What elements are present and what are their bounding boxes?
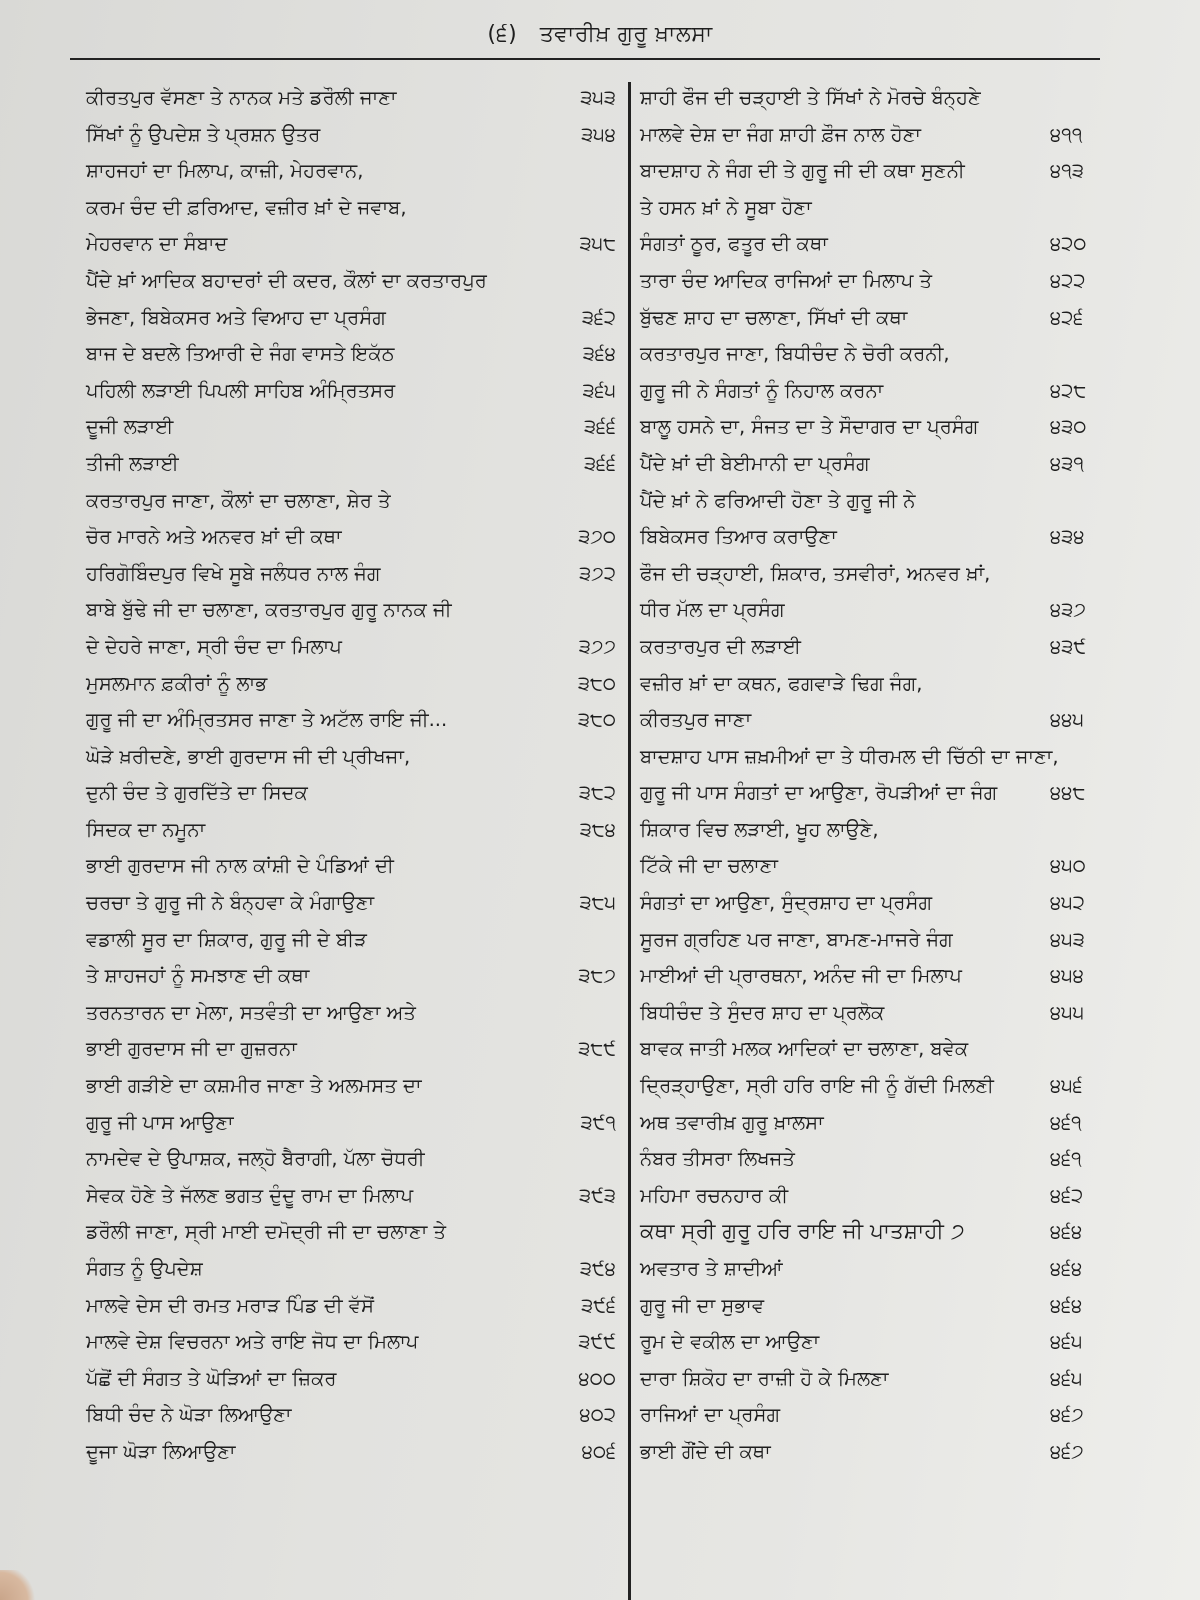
toc-entry-page: ੩੮੦ [577, 671, 616, 695]
toc-entry [640, 483, 1180, 520]
toc-entry [86, 739, 616, 776]
toc-entry-title: ਮਾਈਆਂ ਦੀ ਪ੍ਰਾਰਥਨਾ, ਅਨੰਦ ਜੀ ਦਾ ਮਿਲਾਪ [640, 964, 962, 988]
header-page-number: (੬) [487, 22, 518, 47]
toc-entry-title: ਪਹਿਲੀ ਲੜਾਈ ਪਿਪਲੀ ਸਾਹਿਬ ਅੰਮ੍ਰਿਤਸਰ [86, 378, 396, 402]
toc-entry-title: ਸ਼ਾਹਜਹਾਂ ਦਾ ਮਿਲਾਪ, ਕਾਜ਼ੀ, ਮੇਹਰਵਾਨ, [86, 159, 364, 183]
toc-entry [640, 117, 1180, 154]
thumb-edge [0, 1570, 40, 1600]
toc-entry-page: ੩੮੪ [579, 817, 616, 841]
toc-entry [640, 1178, 1180, 1215]
toc-entry-title: ਬਿਧੀਚੰਦ ਤੇ ਸੁੰਦਰ ਸ਼ਾਹ ਦਾ ਪ੍ਰਲੋਕ [640, 1000, 885, 1024]
toc-entry [640, 922, 1180, 959]
toc-entry-page: ੪੨੨ [1050, 268, 1086, 292]
toc-entry-title: ਬਾਜ ਦੇ ਬਦਲੇ ਤਿਆਰੀ ਦੇ ਜੰਗ ਵਾਸਤੇ ਇਕੱਠ [86, 342, 395, 366]
toc-entry-title: ਮੁਸਲਮਾਨ ਫ਼ਕੀਰਾਂ ਨੂੰ ਲਾਭ [86, 671, 268, 695]
toc-entry-title: ਤੇ ਹਸਨ ਖ਼ਾਂ ਨੇ ਸੂਬਾ ਹੋਣਾ [640, 195, 812, 219]
toc-entry-page: ੩੬੫ [582, 378, 616, 402]
toc-entry [86, 885, 616, 922]
toc-entry-page: ੩੫੮ [579, 232, 616, 256]
toc-entry-title: ਬਿਬੇਕਸਰ ਤਿਆਰ ਕਰਾਉਣਾ [640, 525, 837, 549]
toc-entry-title: ਦ੍ਰਿੜ੍ਹਾਉਣਾ, ਸ੍ਰੀ ਹਰਿ ਰਾਇ ਜੀ ਨੂੰ ਗੱਦੀ ਮਿਲਣੀ [640, 1074, 994, 1098]
toc-entry-page: ੩੮੨ [578, 781, 616, 805]
toc-entry [640, 1324, 1180, 1361]
toc-entry-page: ੪੩੯ [1050, 634, 1087, 658]
toc-entry [86, 666, 616, 703]
toc-entry [640, 1214, 1180, 1251]
toc-entry-title: ਪੱਛੋਂ ਦੀ ਸੰਗਤ ਤੇ ਘੋੜਿਆਂ ਦਾ ਜ਼ਿਕਰ [86, 1366, 337, 1390]
toc-entry-page: ੪੨੬ [1050, 305, 1084, 329]
toc-entry-page: ੪੫੩ [1050, 927, 1085, 951]
toc-entry-page: ੪੩੪ [1050, 525, 1085, 549]
toc-entry-page: ੪੫੫ [1050, 1000, 1085, 1024]
toc-entry-title: ਕਰਤਾਰਪੁਰ ਜਾਣਾ, ਬਿਧੀਚੰਦ ਨੇ ਚੋਰੀ ਕਰਨੀ, [640, 342, 950, 366]
toc-entry-title: ਧੀਰ ਮੱਲ ਦਾ ਪ੍ਰਸੰਗ [640, 598, 785, 622]
toc-entry-title: ਗੁਰੂ ਜੀ ਦਾ ਅੰਮ੍ਰਿਤਸਰ ਜਾਣਾ ਤੇ ਅਟੱਲ ਰਾਇ ਜੀ... [86, 708, 448, 732]
toc-entry [86, 812, 616, 849]
toc-entry-title: ਸੰਗਤਾਂ ਠੂਰ, ਫਤੂਰ ਦੀ ਕਥਾ [640, 232, 828, 256]
toc-entry [640, 226, 1180, 263]
toc-entry-title: ਦੂਜਾ ਘੋੜਾ ਲਿਆਉਣਾ [86, 1439, 236, 1463]
toc-entry-page: ੪੬੨ [1050, 1183, 1084, 1207]
toc-entry-page: ੪੫੬ [1050, 1074, 1083, 1098]
toc-entry [640, 885, 1180, 922]
toc-entry-page: ੩੯੬ [581, 1293, 616, 1317]
toc-entry-page: ੩੮੫ [579, 891, 616, 915]
toc-entry-title: ਕਰਤਾਰਪੁਰ ਦੀ ਲੜਾਈ [640, 634, 801, 658]
toc-entry [640, 1397, 1180, 1434]
toc-entry-title: ਸਿਦਕ ਦਾ ਨਮੂਨਾ [86, 817, 206, 841]
toc-entry-page: ੪੨੦ [1050, 232, 1087, 256]
toc-entry [86, 483, 616, 520]
toc-entry-page: ੪੬੧ [1050, 1147, 1082, 1171]
toc-entry-title: ਸ਼ਿਕਾਰ ਵਿਚ ਲੜਾਈ, ਖੂਹ ਲਾਉਣੇ, [640, 817, 879, 841]
toc-entry [86, 1105, 616, 1142]
toc-entry-page: ੩੯੧ [580, 1110, 616, 1134]
toc-entry-page: ੪੫੪ [1050, 964, 1084, 988]
toc-entry [86, 336, 616, 373]
toc-entry [640, 1288, 1180, 1325]
toc-entry [86, 190, 616, 227]
toc-entry-title: ਭਾਈ ਗੌਂਦੇ ਦੀ ਕਥਾ [640, 1439, 771, 1463]
toc-entry-title: ਫੌਜ ਦੀ ਚੜ੍ਹਾਈ, ਸ਼ਿਕਾਰ, ਤਸਵੀਰਾਂ, ਅਨਵਰ ਖ਼ਾਂ, [640, 561, 991, 585]
toc-entry [640, 80, 1180, 117]
toc-entry [640, 409, 1180, 446]
toc-entry [86, 995, 616, 1032]
toc-entry [640, 556, 1180, 593]
toc-entry [640, 592, 1180, 629]
toc-entry [640, 1434, 1180, 1471]
toc-entry-page: ੪੪੫ [1050, 708, 1084, 732]
toc-entry-page: ੪੦੦ [578, 1366, 616, 1390]
toc-entry-title: ਪੈਂਦੇ ਖ਼ਾਂ ਨੇ ਫਰਿਆਦੀ ਹੋਣਾ ਤੇ ਗੁਰੂ ਜੀ ਨੇ [640, 488, 916, 512]
toc-entry-page: ੩੮੭ [578, 964, 616, 988]
toc-entry [86, 592, 616, 629]
toc-entry-title: ਟਿੱਕੇ ਜੀ ਦਾ ਚਲਾਣਾ [640, 854, 778, 878]
toc-entry-page: ੪੩੦ [1050, 415, 1087, 439]
toc-entry-page: ੪੩੧ [1050, 451, 1084, 475]
toc-entry-page: ੪੬੪ [1050, 1220, 1083, 1244]
toc-entry [86, 1361, 616, 1398]
toc-entry-title: ਸੇਵਕ ਹੋਣੇ ਤੇ ਜੱਲਣ ਭਗਤ ਦੁੰਦੂ ਰਾਮ ਦਾ ਮਿਲਾਪ [86, 1183, 414, 1207]
toc-entry [86, 263, 616, 300]
toc-entry-title: ਅਵਤਾਰ ਤੇ ਸ਼ਾਦੀਆਂ [640, 1257, 783, 1280]
page-header [0, 22, 1200, 47]
toc-entry [86, 80, 616, 117]
toc-entry-title: ਸਿੱਖਾਂ ਨੂੰ ਉਪਦੇਸ਼ ਤੇ ਪ੍ਰਸ਼ਨ ਉਤਰ [86, 122, 321, 146]
toc-entry [86, 1288, 616, 1325]
toc-entry-title: ਸ਼ਾਹੀ ਫੌਜ ਦੀ ਚੜ੍ਹਾਈ ਤੇ ਸਿੱਖਾਂ ਨੇ ਮੋਰਚੇ ਬੰਨ੍ਹਣੇ [640, 86, 981, 109]
toc-entry-title: ਬੁੱਢਣ ਸ਼ਾਹ ਦਾ ਚਲਾਣਾ, ਸਿੱਖਾਂ ਦੀ ਕਥਾ [640, 305, 908, 329]
toc-entry-page: ੩੬੨ [581, 305, 616, 329]
toc-entry-title: ਚੋਰ ਮਾਰਨੇ ਅਤੇ ਅਨਵਰ ਖ਼ਾਂ ਦੀ ਕਥਾ [86, 525, 342, 549]
toc-entry [640, 1068, 1180, 1105]
toc-entry-title: ਬਾਦਸ਼ਾਹ ਪਾਸ ਜ਼ਖ਼ਮੀਆਂ ਦਾ ਤੇ ਧੀਰਮਲ ਦੀ ਚਿੱਠੀ ਦਾ ਜਾਣਾ, [640, 744, 1059, 768]
toc-entry-title: ਸੰਗਤਾਂ ਦਾ ਆਉਣਾ, ਸੁੰਦ੍ਰਸ਼ਾਹ ਦਾ ਪ੍ਰਸੰਗ [640, 891, 933, 915]
toc-entry [640, 336, 1180, 373]
toc-entry [640, 1251, 1180, 1288]
toc-entry-title: ਰਾਜਿਆਂ ਦਾ ਪ੍ਰਸੰਗ [640, 1403, 781, 1427]
toc-entry-page: ੪੧੩ [1050, 159, 1084, 183]
toc-entry [640, 190, 1180, 227]
toc-entry-page: ੪੬੪ [1050, 1293, 1083, 1317]
toc-entry-title: ਸੰਗਤ ਨੂੰ ਉਪਦੇਸ਼ [86, 1257, 203, 1280]
toc-entry-title: ਮਾਲਵੇ ਦੇਸ਼ ਵਿਚਰਨਾ ਅਤੇ ਰਾਇ ਜੋਧ ਦਾ ਮਿਲਾਪ [86, 1330, 419, 1354]
toc-entry-page: ੩੭੦ [578, 525, 616, 549]
toc-entry-title: ਗੁਰੂ ਜੀ ਨੇ ਸੰਗਤਾਂ ਨੂੰ ਨਿਹਾਲ ਕਰਨਾ [640, 378, 884, 402]
toc-entry-title: ਦੁਨੀ ਚੰਦ ਤੇ ਗੁਰਦਿੱਤੇ ਦਾ ਸਿਦਕ [86, 781, 308, 805]
toc-entry-title: ਪੈਂਦੇ ਖ਼ਾਂ ਦੀ ਬੇਈਮਾਨੀ ਦਾ ਪ੍ਰਸੰਗ [640, 451, 870, 475]
toc-entry-title: ਸੂਰਜ ਗ੍ਰਹਿਣ ਪਰ ਜਾਣਾ, ਬਾਮਣ-ਮਾਜਰੇ ਜੰਗ [640, 927, 953, 951]
toc-entry-page: ੩੮੦ [577, 708, 616, 732]
toc-entry-title: ਵਡਾਲੀ ਸੂਰ ਦਾ ਸ਼ਿਕਾਰ, ਗੁਰੂ ਜੀ ਦੇ ਬੀੜ [86, 927, 367, 951]
toc-entry [640, 263, 1180, 300]
toc-entry [640, 1031, 1180, 1068]
toc-entry-page: ੩੯੩ [578, 1183, 616, 1207]
toc-entry-title: ਕਰਮ ਚੰਦ ਦੀ ਫ਼ਰਿਆਦ, ਵਜ਼ੀਰ ਖ਼ਾਂ ਦੇ ਜਵਾਬ, [86, 195, 407, 219]
toc-entry-title: ਬਾਵਕ ਜਾਤੀ ਮਲਕ ਆਦਿਕਾਂ ਦਾ ਚਲਾਣਾ, ਬਵੇਕ [640, 1037, 969, 1061]
toc-entry [86, 1397, 616, 1434]
toc-entry [640, 848, 1180, 885]
toc-entry [640, 739, 1180, 776]
toc-entry [640, 1105, 1180, 1142]
toc-entry-page: ੩੬੬ [584, 415, 616, 439]
toc-entry-page: ੪੩੭ [1050, 598, 1086, 622]
toc-entry [86, 300, 616, 337]
toc-entry-title: ਬਿਧੀ ਚੰਦ ਨੇ ਘੋੜਾ ਲਿਆਉਣਾ [86, 1403, 292, 1427]
toc-entry-title: ਘੋੜੇ ਖ਼ਰੀਦਣੇ, ਭਾਈ ਗੁਰਦਾਸ ਜੀ ਦੀ ਪ੍ਰੀਖਜਾ, [86, 744, 411, 768]
toc-entry-title: ਬਾਦਸ਼ਾਹ ਨੇ ਜੰਗ ਦੀ ਤੇ ਗੁਰੂ ਜੀ ਦੀ ਕਥਾ ਸੁਣਨੀ [640, 159, 965, 183]
toc-entry-page: ੪੬੫ [1050, 1330, 1083, 1354]
toc-entry [86, 1031, 616, 1068]
toc-entry [86, 446, 616, 483]
toc-entry-title: ਭਾਈ ਗੜੀਏ ਦਾ ਕਸ਼ਮੀਰ ਜਾਣਾ ਤੇ ਅਲਮਸਤ ਦਾ [86, 1074, 422, 1098]
toc-entry-title: ਪੈਂਦੇ ਖ਼ਾਂ ਆਦਿਕ ਬਹਾਦਰਾਂ ਦੀ ਕਦਰ, ਕੌਲਾਂ ਦਾ ਕਰਤਾਰਪੁਰ [86, 268, 487, 292]
toc-entry-page: ੪੨੮ [1050, 378, 1087, 402]
toc-entry-page: ੪੬੭ [1050, 1403, 1084, 1427]
toc-entry [640, 812, 1180, 849]
toc-entry [86, 1251, 616, 1288]
toc-entry-title: ਅਥ ਤਵਾਰੀਖ਼ ਗੁਰੂ ਖ਼ਾਲਸਾ [640, 1110, 824, 1134]
toc-entry [640, 629, 1180, 666]
toc-entry-title: ਮਹਿਮਾ ਰਚਨਹਾਰ ਕੀ [640, 1183, 789, 1207]
toc-entry-title: ਕੀਰਤਪੁਰ ਜਾਣਾ [640, 708, 752, 732]
toc-entry-page: ੩੬੬ [584, 451, 616, 475]
toc-entry-page: ੩੮੯ [578, 1037, 616, 1061]
toc-entry [86, 1324, 616, 1361]
toc-entry-title: ਰੂਮ ਦੇ ਵਕੀਲ ਦਾ ਆਉਣਾ [640, 1330, 820, 1354]
toc-entry-page: ੩੫੪ [581, 122, 616, 146]
column-divider [628, 82, 631, 1600]
toc-right-column [640, 80, 1180, 1471]
toc-entry-title: ਗੁਰੂ ਜੀ ਦਾ ਸੁਭਾਵ [640, 1293, 765, 1317]
toc-entry [640, 775, 1180, 812]
toc-entry [86, 848, 616, 885]
toc-entry-title: ਤਰਨਤਾਰਨ ਦਾ ਮੇਲਾ, ਸਤਵੰਤੀ ਦਾ ਆਉਣਾ ਅਤੇ [86, 1000, 416, 1024]
toc-entry [640, 519, 1180, 556]
toc-entry-title: ਵਜ਼ੀਰ ਖ਼ਾਂ ਦਾ ਕਥਨ, ਫਗਵਾੜੇ ਢਿਗ ਜੰਗ, [640, 671, 923, 695]
toc-entry [86, 702, 616, 739]
toc-entry-title: ਨੰਬਰ ਤੀਸਰਾ ਲਿਖਜਤੇ [640, 1147, 795, 1171]
toc-entry-title: ਦੇ ਦੇਹਰੇ ਜਾਣਾ, ਸ੍ਰੀ ਚੰਦ ਦਾ ਮਿਲਾਪ [86, 634, 342, 658]
toc-entry [86, 556, 616, 593]
toc-entry [86, 409, 616, 446]
toc-entry-page: ੩੭੭ [578, 634, 616, 658]
toc-entry [640, 666, 1180, 703]
toc-entry [640, 1361, 1180, 1398]
toc-entry-title: ਹਰਿਗੋਬਿੰਦਪੁਰ ਵਿਖੇ ਸੂਬੇ ਜਲੰਧਰ ਨਾਲ ਜੰਗ [86, 561, 381, 585]
toc-entry-title: ਤੀਜੀ ਲੜਾਈ [86, 451, 179, 475]
toc-entry-page: ੪੬੭ [1050, 1439, 1084, 1463]
toc-entry [86, 775, 616, 812]
toc-entry-page: ੩੫੩ [580, 86, 616, 109]
toc-entry-title: ਕਰਤਾਰਪੁਰ ਜਾਣਾ, ਕੌਲਾਂ ਦਾ ਚਲਾਣਾ, ਸ਼ੇਰ ਤੇ [86, 488, 391, 512]
toc-entry-title: ਗੁਰੂ ਜੀ ਪਾਸ ਆਉਣਾ [86, 1110, 234, 1134]
toc-entry [640, 958, 1180, 995]
toc-entry-page: ੪੦੬ [581, 1439, 616, 1463]
toc-entry [640, 373, 1180, 410]
toc-entry-page: ੪੪੮ [1050, 781, 1086, 805]
toc-entry-title: ਦੂਜੀ ਲੜਾਈ [86, 415, 174, 439]
toc-entry-page: ੪੫੦ [1050, 854, 1086, 878]
toc-entry-page: ੪੬੧ [1050, 1110, 1082, 1134]
toc-entry-page: ੪੦੨ [579, 1403, 616, 1427]
toc-entry-title: ਭੇਜਣਾ, ਬਿਬੇਕਸਰ ਅਤੇ ਵਿਆਹ ਦਾ ਪ੍ਰਸੰਗ [86, 305, 386, 329]
toc-entry-title: ਭਾਈ ਗੁਰਦਾਸ ਜੀ ਨਾਲ ਕਾਂਸ਼ੀ ਦੇ ਪੰਡਿਆਂ ਦੀ [86, 854, 394, 878]
toc-entry-title: ਤੇ ਸ਼ਾਹਜਹਾਂ ਨੂੰ ਸਮਝਾਣ ਦੀ ਕਥਾ [86, 964, 310, 988]
toc-entry [640, 995, 1180, 1032]
toc-entry-title: ਮਾਲਵੇ ਦੇਸ ਦੀ ਰਮਤ ਮਰਾੜ ਪਿੰਡ ਦੀ ਵੱਸੋਂ [86, 1293, 374, 1317]
toc-entry [640, 153, 1180, 190]
toc-entry-title: ਤਾਰਾ ਚੰਦ ਆਦਿਕ ਰਾਜਿਆਂ ਦਾ ਮਿਲਾਪ ਤੇ [640, 268, 933, 292]
toc-entry-page: ੩੯੯ [578, 1330, 616, 1354]
toc-entry-title: ਮੇਹਰਵਾਨ ਦਾ ਸੰਬਾਦ [86, 232, 228, 256]
toc-entry-title: ਡਰੌਲੀ ਜਾਣਾ, ਸ੍ਰੀ ਮਾਈ ਦਮੋਦ੍ਰੀ ਜੀ ਦਾ ਚਲਾਣਾ ਤੇ [86, 1220, 446, 1244]
toc-entry [86, 922, 616, 959]
toc-entry-page: ੩੯੪ [579, 1257, 616, 1280]
toc-entry-page: ੪੧੧ [1050, 122, 1083, 146]
toc-entry [86, 117, 616, 154]
toc-entry-page: ੩੭੨ [579, 561, 616, 585]
toc-entry-title: ਮਾਲਵੇ ਦੇਸ਼ ਦਾ ਜੰਗ ਸ਼ਾਹੀ ਫ਼ੌਜ ਨਾਲ ਹੋਣਾ [640, 122, 921, 146]
toc-entry-page: ੪੫੨ [1050, 891, 1085, 915]
toc-entry [86, 519, 616, 556]
toc-entry [86, 153, 616, 190]
header-title: ਤਵਾਰੀਖ਼ ਗੁਰੂ ਖ਼ਾਲਸਾ [539, 22, 713, 47]
toc-entry-title: ਬਾਲੂ ਹਸਨੇ ਦਾ, ਸੰਜਤ ਦਾ ਤੇ ਸੌਦਾਗਰ ਦਾ ਪ੍ਰਸੰਗ [640, 415, 979, 439]
toc-entry-title: ਕੀਰਤਪੁਰ ਵੱਸਣਾ ਤੇ ਨਾਨਕ ਮਤੇ ਡਰੌਲੀ ਜਾਣਾ [86, 86, 397, 109]
toc-entry [640, 702, 1180, 739]
toc-entry [640, 1141, 1180, 1178]
toc-entry [86, 1214, 616, 1251]
toc-entry [86, 226, 616, 263]
toc-left-column [86, 80, 616, 1471]
toc-entry-title: ਬਾਬੇ ਬੁੱਢੇ ਜੀ ਦਾ ਚਲਾਣਾ, ਕਰਤਾਰਪੁਰ ਗੁਰੂ ਨਾਨਕ ਜੀ [86, 598, 452, 622]
toc-entry-page: ੩੬੪ [582, 342, 616, 366]
toc-entry-title: ਭਾਈ ਗੁਰਦਾਸ ਜੀ ਦਾ ਗੁਜ਼ਰਨਾ [86, 1037, 297, 1061]
toc-entry-title: ਨਾਮਦੇਵ ਦੇ ਉਪਾਸ਼ਕ, ਜਲ੍ਹੋ ਬੈਰਾਗੀ, ਪੱਲਾ ਚੋਧਰੀ [86, 1147, 425, 1171]
toc-entry [86, 958, 616, 995]
toc-entry [86, 1434, 616, 1471]
toc-entry-page: ੪੬੫ [1050, 1366, 1083, 1390]
toc-entry [640, 300, 1180, 337]
toc-entry [86, 1068, 616, 1105]
toc-entry-page: ੪੬੪ [1050, 1257, 1083, 1280]
toc-entry [86, 1178, 616, 1215]
toc-entry [640, 446, 1180, 483]
toc-entry-title: ਦਾਰਾ ਸ਼ਿਕੋਹ ਦਾ ਰਾਜ਼ੀ ਹੋ ਕੇ ਮਿਲਣਾ [640, 1366, 889, 1390]
toc-entry [86, 373, 616, 410]
toc-entry [86, 1141, 616, 1178]
header-rule [70, 58, 1100, 60]
toc-entry-title: ਕਥਾ ਸ੍ਰੀ ਗੁਰੂ ਹਰਿ ਰਾਇ ਜੀ ਪਾਤਸ਼ਾਹੀ ੭ [640, 1219, 965, 1245]
toc-entry [86, 629, 616, 666]
toc-entry-title: ਗੁਰੂ ਜੀ ਪਾਸ ਸੰਗਤਾਂ ਦਾ ਆਉਣਾ, ਰੋਪੜੀਆਂ ਦਾ ਜੰਗ [640, 781, 998, 805]
toc-entry-title: ਚਰਚਾ ਤੇ ਗੁਰੂ ਜੀ ਨੇ ਬੰਨ੍ਹਵਾ ਕੇ ਮੰਗਾਉਣਾ [86, 891, 375, 915]
